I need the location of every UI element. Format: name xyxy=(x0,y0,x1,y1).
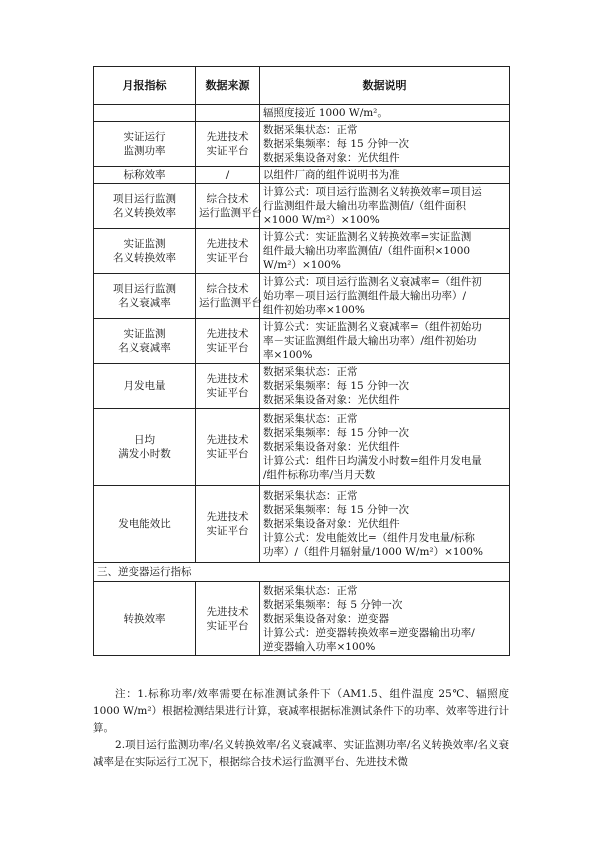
indicator-cell-line: 项目运行监测 xyxy=(113,193,176,205)
header-indicator: 月报指标 xyxy=(94,67,196,105)
table-row xyxy=(94,582,510,656)
source-cell-line: 综合技术 xyxy=(206,193,249,205)
description-cell-line: 数据采集状态：正常 xyxy=(263,124,358,136)
source-cell xyxy=(196,105,260,122)
source-cell-line: 先进技术 xyxy=(206,328,249,340)
source-cell-line: 运行监测平台 xyxy=(199,297,262,309)
description-cell-line: 数据采集频率：每 5 分钟一次 xyxy=(263,598,403,611)
source-cell-line: 综合技术 xyxy=(206,283,249,295)
source-cell-line: 先进技术 xyxy=(206,434,249,446)
source-cell-line: 实证平台 xyxy=(206,342,249,354)
indicator-cell xyxy=(94,229,196,274)
description-cell-line: 数据采集设备对象：光伏组件 xyxy=(263,518,400,530)
description-cell-line: 行监测组件最大输出功率监测值/（组件面积 xyxy=(263,200,467,212)
source-cell-line: / xyxy=(225,169,230,181)
source-cell-line: 先进技术 xyxy=(206,131,249,143)
indicator-cell-line: 实证监测 xyxy=(123,328,166,340)
indicator-cell-line: 实证运行 xyxy=(123,131,166,143)
description-cell-line: 数据采集设备对象：光伏组件 xyxy=(263,394,400,406)
indicator-cell-line: 实证监测 xyxy=(123,238,166,250)
description-cell-line: 逆变器输入功率×100% xyxy=(263,640,376,653)
indicator-cell xyxy=(94,105,196,122)
description-cell-line: ×1000 W/m²）×100% xyxy=(263,214,380,226)
indicator-cell xyxy=(94,167,196,184)
header-source: 数据来源 xyxy=(196,67,260,105)
indicator-cell-line: 监测功率 xyxy=(123,145,166,157)
description-cell-line: 以组件厂商的组件说明书为准 xyxy=(263,169,400,181)
indicator-cell-line: 发电能效比 xyxy=(118,518,171,530)
source-cell-line: 实证平台 xyxy=(206,619,249,632)
source-cell xyxy=(196,364,260,409)
description-cell xyxy=(260,409,510,486)
indicator-cell-line: 满发小时数 xyxy=(118,448,171,460)
description-cell-line: 组件初始功率×100% xyxy=(263,304,365,316)
table-row xyxy=(94,229,510,274)
source-cell xyxy=(196,167,260,184)
table-row xyxy=(94,167,510,184)
note-2: 2.项目运行监测功率/名义转换效率/名义衰减率、实证监测功率/名义转换效率/名义衰减率是在实际运行工况下，根据综合技术运行监测平台、先进技术微 xyxy=(93,739,509,768)
description-cell xyxy=(260,105,510,122)
description-cell-line: 数据采集频率：每 15 分钟一次 xyxy=(263,427,410,439)
source-cell xyxy=(196,409,260,486)
table-row xyxy=(94,184,510,229)
source-cell-line: 实证平台 xyxy=(206,448,249,460)
description-cell-line: 计算公式：实证监测名义衰减率=（组件初始功 xyxy=(263,321,482,333)
indicator-cell-line: 日均 xyxy=(134,434,155,446)
indicator-cell xyxy=(94,486,196,563)
indicator-cell-line: 标称效率 xyxy=(123,169,166,181)
description-cell-line: 功率）/（组件月辐射量/1000 W/m²）×100% xyxy=(263,546,483,558)
indicator-cell-line: 名义转换效率 xyxy=(113,252,176,264)
indicator-cell-line: 月发电量 xyxy=(123,380,166,392)
table-row xyxy=(94,409,510,486)
indicator-cell xyxy=(94,409,196,486)
indicator-cell xyxy=(94,184,196,229)
table-header-row xyxy=(94,67,510,105)
table-row xyxy=(94,122,510,167)
description-cell xyxy=(260,184,510,229)
source-cell-line: 实证平台 xyxy=(206,525,249,537)
description-cell xyxy=(260,486,510,563)
source-cell xyxy=(196,274,260,319)
description-cell xyxy=(260,364,510,409)
description-cell-line: 计算公式：项目运行监测名义转换效率=项目运 xyxy=(263,186,482,198)
description-cell xyxy=(260,122,510,167)
description-cell xyxy=(260,167,510,184)
source-cell xyxy=(196,486,260,563)
source-cell xyxy=(196,184,260,229)
indicator-cell xyxy=(94,319,196,364)
indicator-cell xyxy=(94,274,196,319)
section-row xyxy=(94,563,510,582)
description-cell-line: /组件标称功率/当月天数 xyxy=(263,469,376,481)
description-cell-line: 数据采集状态：正常 xyxy=(263,490,358,502)
description-cell-line: 辐照度接近 1000 W/m²。 xyxy=(263,107,388,119)
description-cell xyxy=(260,582,510,656)
description-cell-line: 数据采集设备对象：逆变器 xyxy=(263,612,389,625)
source-cell xyxy=(196,319,260,364)
description-cell-line: 率×100% xyxy=(263,349,313,361)
source-cell-line: 先进技术 xyxy=(206,373,249,385)
table-row xyxy=(94,486,510,563)
indicator-cell xyxy=(94,582,196,656)
table-row xyxy=(94,105,510,122)
table-row xyxy=(94,364,510,409)
source-cell-line: 实证平台 xyxy=(206,252,249,264)
indicator-cell-line: 名义衰减率 xyxy=(118,342,171,354)
description-cell-line: 组件最大输出功率监测值/（组件面积×1000 xyxy=(263,245,471,257)
description-cell-line: 计算公式：发电能效比=（组件月发电量/标称 xyxy=(263,532,475,544)
description-cell-line: 数据采集状态：正常 xyxy=(263,413,358,425)
description-cell-line: 数据采集设备对象：光伏组件 xyxy=(263,441,400,453)
table-notes xyxy=(93,686,509,771)
description-cell-line: 数据采集状态：正常 xyxy=(263,584,358,597)
section-title: 三、逆变器运行指标 xyxy=(94,563,510,582)
source-cell-line: 运行监测平台 xyxy=(199,207,262,219)
indicator-cell-line: 名义转换效率 xyxy=(113,207,176,219)
description-cell-line: 数据采集频率：每 15 分钟一次 xyxy=(263,380,410,392)
description-cell-line: 数据采集设备对象：光伏组件 xyxy=(263,152,400,164)
indicator-table xyxy=(93,66,510,656)
description-cell-line: 数据采集频率：每 15 分钟一次 xyxy=(263,138,410,150)
description-cell-line: 始功率－项目运行监测组件最大输出功率）/ xyxy=(263,290,467,302)
indicator-cell xyxy=(94,122,196,167)
description-cell xyxy=(260,274,510,319)
indicator-cell xyxy=(94,364,196,409)
table-row xyxy=(94,319,510,364)
indicator-cell-line: 转换效率 xyxy=(123,612,166,625)
source-cell-line: 先进技术 xyxy=(206,605,249,618)
source-cell-line: 实证平台 xyxy=(206,387,249,399)
source-cell-line: 先进技术 xyxy=(206,511,249,523)
source-cell xyxy=(196,229,260,274)
description-cell-line: 数据采集状态：正常 xyxy=(263,366,358,378)
source-cell-line: 先进技术 xyxy=(206,238,249,250)
table-row xyxy=(94,274,510,319)
description-cell xyxy=(260,229,510,274)
description-cell-line: 率－实证监测组件最大输出功率）/组件初始功 xyxy=(263,335,477,347)
indicator-cell-line: 名义衰减率 xyxy=(118,297,171,309)
header-description: 数据说明 xyxy=(260,67,510,105)
source-cell-line: 实证平台 xyxy=(206,145,249,157)
description-cell-line: 计算公式：实证监测名义转换效率=实证监测 xyxy=(263,231,472,243)
note-1: 注：1.标称功率/效率需要在标准测试条件下（AM1.5、组件温度 25℃、辐照度 1000 W/m²）根据检测结果进行计算，衰减率根据标准测试条件下的功率、效率等进行计算。 xyxy=(93,688,509,734)
description-cell-line: 计算公式：项目运行监测名义衰减率=（组件初 xyxy=(263,276,482,288)
description-cell-line: 计算公式：组件日均满发小时数=组件月发电量 xyxy=(263,455,482,467)
description-cell-line: 计算公式：逆变器转换效率=逆变器输出功率/ xyxy=(263,626,475,639)
description-cell xyxy=(260,319,510,364)
source-cell xyxy=(196,582,260,656)
description-cell-line: W/m²）×100% xyxy=(263,259,341,271)
source-cell xyxy=(196,122,260,167)
indicator-cell-line: 项目运行监测 xyxy=(113,283,176,295)
description-cell-line: 数据采集频率：每 15 分钟一次 xyxy=(263,504,410,516)
